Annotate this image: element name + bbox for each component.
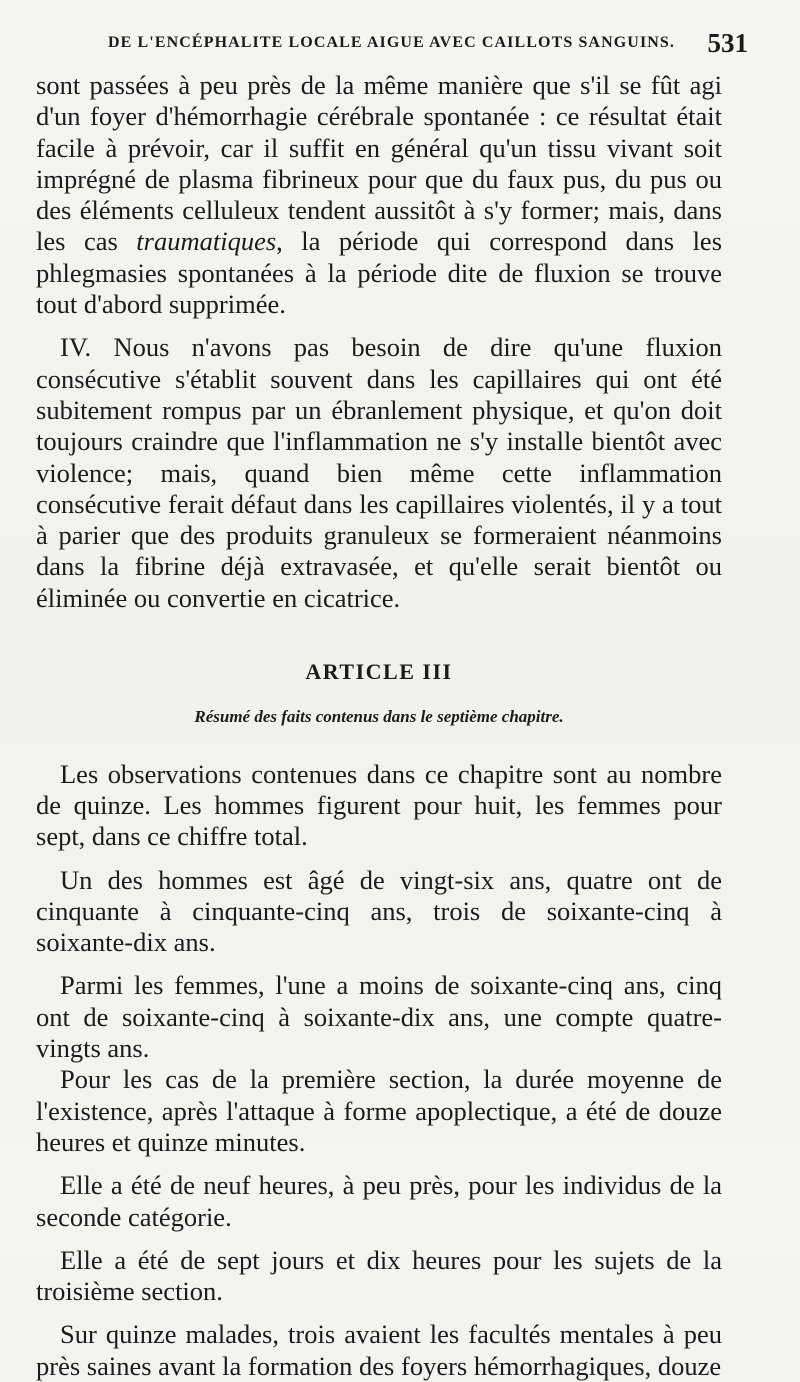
summary-paragraph: Elle a été de neuf heures, à peu près, pour les individus de la seconde catégorie.: [36, 1170, 722, 1232]
page-header: [100, 28, 750, 64]
body-text: [36, 70, 722, 1382]
article-heading: [36, 656, 722, 733]
summary-paragraph: Parmi les femmes, l'une a moins de soixante-cinq ans, cinq ont de soixante-cinq à soixante-dix ans, une compte quatre-vingts ans.: [36, 970, 722, 1064]
paragraph-text: , la période qui correspond dans les phlegmasies spontanées à la période dite de fluxion se trouve tout d'abord supprimée.: [36, 226, 723, 320]
paragraph-iv: IV. Nous n'avons pas besoin de dire qu'une fluxion consécutive s'établit souvent dans les capillaires qui ont été subitement rompus par un ébranlement physique, et qu'on doit toujours craindre que l'inflammation ne s'y installe bientôt avec violence; mais, quand bien même cette inflammation consécutive ferait défaut dans les capillaires violentés, il y a tout à parier que des produits granuleux se formeraient néanmoins dans la fibrine déjà extravasée, et qu'elle serait bientôt ou éliminée ou convertie en cicatrice.: [36, 332, 722, 613]
summary-paragraph: Un des hommes est âgé de vingt-six ans, quatre ont de cinquante à cinquante-cinq ans, trois de soixante-cinq à soixante-dix ans.: [36, 864, 722, 958]
article-title: ARTICLE III: [305, 659, 453, 685]
summary-paragraph: Elle a été de sept jours et dix heures pour les sujets de la troisième section.: [36, 1244, 722, 1307]
paragraph-text: sont passées à peu près de la même manière que s'il se fût agi d'un foyer d'hémorrhagie cérébrale spontanée : ce résultat était facile à prévoir, car il suffit en général qu'un tissu vivant soit imprégné de plasma fibrineux pour que du faux pus, du pus ou des éléments celluleux tendent aussitôt à s'y former; mais, dans les cas: [36, 70, 722, 257]
paragraph-continued: [36, 70, 722, 320]
italic-term: traumatiques: [136, 226, 277, 257]
article-subtitle: Résumé des faits contenus dans le septième chapitre.: [194, 707, 564, 727]
summary-paragraph: Les observations contenues dans ce chapitre sont au nombre de quinze. Les hommes figurent pour huit, les femmes pour sept, dans ce chiffre total.: [36, 758, 722, 852]
running-head: DE L'ENCÉPHALITE LOCALE AIGUE AVEC CAILLOTS SANGUINS.: [108, 34, 676, 51]
summary-paragraph: Pour les cas de la première section, la durée moyenne de l'existence, après l'attaque à forme apoplectique, a été de douze heures et quinze minutes.: [36, 1064, 722, 1157]
page-number: 531: [707, 28, 748, 58]
summary-paragraph: Sur quinze malades, trois avaient les facultés mentales à peu près saines avant la formation des foyers hémorrhagiques, douze: [36, 1319, 722, 1381]
